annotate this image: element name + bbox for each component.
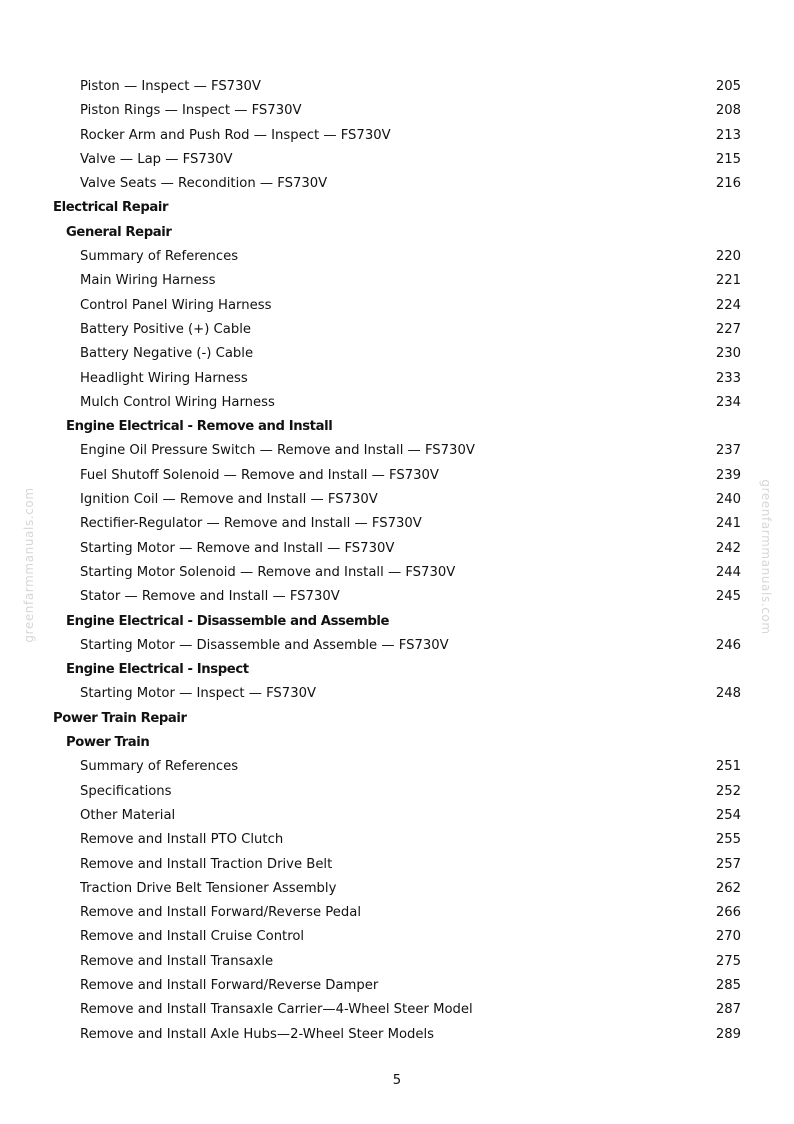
toc-subsection-heading: [0, 221, 794, 245]
toc-entry-title: Engine Oil Pressure Switch — Remove and Install — FS730V: [80, 443, 475, 459]
toc-entry[interactable]: [0, 682, 794, 706]
toc-entry-page-number: 227: [715, 321, 741, 337]
toc-entry-page-number: 230: [715, 346, 741, 362]
toc-entry-page-number: 266: [715, 905, 741, 921]
toc-entry-page-number: 205: [715, 79, 741, 94]
toc-entry-title: Engine Electrical - Disassemble and Assemble: [66, 613, 390, 629]
toc-entry-title: Starting Motor Solenoid — Remove and Install — FS730V: [80, 564, 456, 580]
toc-entry-title: Summary of References: [80, 759, 239, 775]
toc-entry-page-number: 245: [715, 589, 741, 605]
toc-entry[interactable]: [0, 828, 794, 852]
toc-entry-page-number: 234: [715, 394, 741, 410]
toc-entry-page-number: 252: [715, 783, 741, 799]
toc-entry-page-number: 241: [715, 516, 741, 532]
toc-entry-title: Electrical Repair: [53, 200, 169, 216]
toc-entry-page-number: 275: [715, 953, 741, 969]
toc-subsection-heading: [0, 658, 794, 682]
toc-entry[interactable]: [0, 367, 794, 391]
toc-entry-page-number: 257: [715, 856, 741, 872]
toc-entry-title: Rectifier-Regulator — Remove and Install — FS730V: [80, 516, 422, 532]
toc-entry-title: Specifications: [80, 783, 172, 799]
toc-entry-title: Remove and Install Transaxle Carrier—4-Wheel Steer Model: [80, 1002, 473, 1018]
toc-entry-title: Fuel Shutoff Solenoid — Remove and Install — FS730V: [80, 467, 439, 483]
toc-entry-title: Battery Negative (-) Cable: [80, 346, 254, 362]
toc-entry[interactable]: [0, 853, 794, 877]
toc-entry[interactable]: [0, 245, 794, 269]
toc-entry-page-number: 244: [715, 564, 741, 580]
toc-entry-page-number: 240: [715, 492, 741, 508]
toc-entry[interactable]: [0, 634, 794, 658]
toc-entry-title: Piston Rings — Inspect — FS730V: [80, 103, 302, 119]
toc-entry[interactable]: [0, 755, 794, 779]
toc-entry-page-number: 216: [715, 176, 741, 192]
toc-entry-page-number: 289: [715, 1026, 741, 1042]
toc-entry-title: Remove and Install PTO Clutch: [80, 832, 284, 848]
toc-entry-page-number: 220: [715, 249, 741, 265]
toc-entry-title: Starting Motor — Remove and Install — FS730V: [80, 540, 395, 556]
toc-entry-page-number: 213: [715, 127, 741, 143]
toc-entry[interactable]: [0, 512, 794, 536]
toc-entry[interactable]: [0, 148, 794, 172]
toc-entry-title: Power Train: [66, 735, 150, 751]
toc-entry-page-number: 287: [715, 1002, 741, 1018]
toc-entry-page-number: 224: [715, 297, 741, 313]
watermark-right: greenfarmmanuals.com: [759, 479, 773, 635]
toc-entry-page-number: 215: [715, 151, 741, 167]
toc-entry-page-number: 262: [715, 880, 741, 896]
toc-entry[interactable]: [0, 537, 794, 561]
toc-entry-title: Power Train Repair: [53, 710, 187, 726]
toc-entry-page-number: 221: [715, 273, 741, 289]
toc-entry[interactable]: [0, 342, 794, 366]
toc-entry[interactable]: [0, 75, 794, 99]
toc-section-heading: [0, 196, 794, 220]
toc-entry-title: Remove and Install Transaxle: [80, 953, 274, 969]
toc-entry[interactable]: [0, 294, 794, 318]
toc-entry[interactable]: [0, 439, 794, 463]
toc-entry-title: Main Wiring Harness: [80, 273, 216, 289]
toc-entry-page-number: 254: [715, 807, 741, 823]
toc-entry-page-number: 246: [715, 637, 741, 653]
toc-entry-title: General Repair: [66, 224, 172, 240]
toc-entry-title: Remove and Install Forward/Reverse Pedal: [80, 905, 361, 921]
toc-entry-title: Mulch Control Wiring Harness: [80, 394, 275, 410]
toc-entry[interactable]: [0, 901, 794, 925]
toc-subsection-heading: [0, 415, 794, 439]
toc-entry-page-number: 270: [715, 929, 741, 945]
toc-entry-page-number: 239: [715, 467, 741, 483]
watermark-left: greenfarmmanuals.com: [22, 487, 36, 643]
toc-entry[interactable]: [0, 877, 794, 901]
toc-entry-page-number: 237: [715, 443, 741, 459]
toc-entry[interactable]: [0, 391, 794, 415]
toc-entry-title: Headlight Wiring Harness: [80, 370, 248, 386]
toc-subsection-heading: [0, 731, 794, 755]
toc-entry-title: Battery Positive (+) Cable: [80, 321, 251, 337]
toc-entry-title: Stator — Remove and Install — FS730V: [80, 589, 340, 605]
toc-entry[interactable]: [0, 99, 794, 123]
toc-entry-title: Traction Drive Belt Tensioner Assembly: [80, 880, 337, 896]
toc-entry-page-number: 255: [715, 832, 741, 848]
toc-section-heading: [0, 707, 794, 731]
toc-entry[interactable]: [0, 925, 794, 949]
toc-entry[interactable]: [0, 1023, 794, 1047]
toc-entry[interactable]: [0, 464, 794, 488]
toc-entry-title: Engine Electrical - Inspect: [66, 662, 249, 678]
toc-entry-title: Valve Seats — Recondition — FS730V: [80, 176, 328, 192]
toc-entry-title: Starting Motor — Disassemble and Assemble — FS730V: [80, 637, 449, 653]
toc-entry-page-number: 248: [715, 686, 741, 702]
toc-entry[interactable]: [0, 974, 794, 998]
page-number: 5: [392, 1073, 402, 1088]
toc-entry-title: Control Panel Wiring Harness: [80, 297, 272, 313]
toc-subsection-heading: [0, 610, 794, 634]
toc-entry[interactable]: [0, 780, 794, 804]
toc-entry-title: Remove and Install Forward/Reverse Damper: [80, 977, 379, 993]
toc-entry-title: Rocker Arm and Push Rod — Inspect — FS730V: [80, 127, 391, 143]
toc-entry[interactable]: [0, 124, 794, 148]
toc-entry-title: Remove and Install Axle Hubs—2-Wheel Steer Models: [80, 1026, 435, 1042]
toc-entry-page-number: 233: [715, 370, 741, 386]
toc-entry[interactable]: [0, 561, 794, 585]
toc-entry[interactable]: [0, 998, 794, 1022]
table-of-contents: [0, 75, 794, 1047]
toc-entry[interactable]: [0, 950, 794, 974]
toc-entry[interactable]: [0, 804, 794, 828]
toc-entry-title: Summary of References: [80, 249, 239, 265]
toc-entry-page-number: 251: [715, 759, 741, 775]
toc-entry-title: Other Material: [80, 807, 176, 823]
toc-entry[interactable]: [0, 585, 794, 609]
toc-entry-title: Remove and Install Traction Drive Belt: [80, 856, 333, 872]
toc-entry-title: Remove and Install Cruise Control: [80, 929, 305, 945]
toc-entry-page-number: 285: [715, 977, 741, 993]
toc-entry-page-number: 242: [715, 540, 741, 556]
toc-entry-title: Engine Electrical - Remove and Install: [66, 419, 333, 435]
toc-entry-title: Starting Motor — Inspect — FS730V: [80, 686, 316, 702]
toc-entry[interactable]: [0, 172, 794, 196]
toc-entry[interactable]: [0, 488, 794, 512]
toc-entry[interactable]: [0, 269, 794, 293]
toc-entry-title: Piston — Inspect — FS730V: [80, 79, 261, 94]
toc-entry-title: Ignition Coil — Remove and Install — FS730V: [80, 492, 378, 508]
toc-entry-page-number: 208: [715, 103, 741, 119]
toc-entry[interactable]: [0, 318, 794, 342]
toc-entry-title: Valve — Lap — FS730V: [80, 151, 233, 167]
